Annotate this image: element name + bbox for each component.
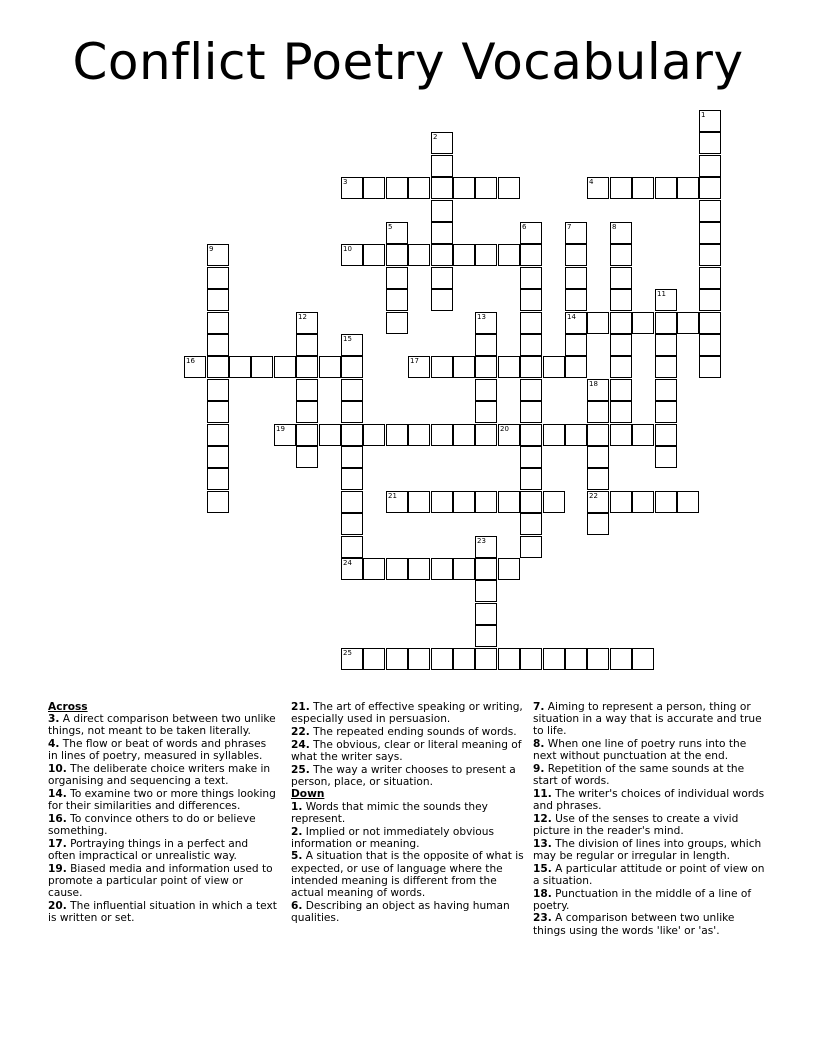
grid-cell[interactable] — [341, 379, 363, 401]
grid-cell[interactable] — [520, 424, 542, 446]
grid-cell[interactable] — [587, 312, 609, 334]
grid-cell[interactable] — [408, 177, 430, 199]
grid-cell[interactable] — [207, 446, 229, 468]
grid-cell[interactable] — [520, 513, 542, 535]
grid-cell[interactable] — [655, 177, 677, 199]
grid-cell[interactable] — [386, 648, 408, 670]
grid-cell[interactable] — [520, 267, 542, 289]
grid-cell[interactable] — [341, 446, 363, 468]
grid-cell[interactable] — [431, 244, 453, 266]
clue-number: 17 — [410, 357, 419, 365]
grid-cell[interactable] — [520, 312, 542, 334]
grid-cell[interactable] — [655, 446, 677, 468]
grid-cell[interactable] — [341, 536, 363, 558]
grid-cell[interactable] — [587, 446, 609, 468]
grid-cell[interactable] — [408, 244, 430, 266]
clue-number: 14 — [567, 313, 576, 321]
down-clue — [533, 813, 769, 837]
grid-cell[interactable] — [386, 244, 408, 266]
grid-cell[interactable] — [699, 244, 721, 266]
clue-text: The deliberate choice writers make in organising and sequencing a text. — [48, 763, 271, 788]
grid-cell[interactable] — [699, 177, 721, 199]
grid-cell[interactable] — [520, 401, 542, 423]
clue-number: 1 — [701, 111, 706, 119]
clue-text: The influential situation in which a text is written or set. — [48, 899, 277, 924]
clue-text: To examine two or more things looking for their similarities and differences. — [48, 787, 276, 813]
across-clue — [291, 739, 525, 763]
grid-cell[interactable] — [207, 468, 229, 490]
clue-text: A comparison between two unlike things using the words 'like' or 'as'. — [533, 912, 735, 937]
clue-text: Portraying things in a perfect and often impractical or unrealistic way. — [48, 837, 249, 862]
grid-cell[interactable] — [453, 424, 475, 446]
grid-cell[interactable] — [386, 222, 408, 244]
grid-cell[interactable] — [408, 558, 430, 580]
grid-cell[interactable] — [632, 177, 654, 199]
grid-cell[interactable] — [207, 244, 229, 266]
down-clue — [291, 801, 525, 825]
grid-cell[interactable] — [610, 267, 632, 289]
clue-text: When one line of poetry runs into the next without punctuation at the end. — [533, 738, 747, 763]
grid-cell[interactable] — [699, 312, 721, 334]
clue-number: 16 — [186, 357, 195, 365]
grid-cell[interactable] — [184, 356, 206, 378]
grid-cell[interactable] — [341, 177, 363, 199]
grid-cell[interactable] — [565, 356, 587, 378]
down-clue — [533, 888, 769, 912]
grid-cell[interactable] — [207, 379, 229, 401]
grid-cell[interactable] — [229, 356, 251, 378]
grid-cell[interactable] — [699, 200, 721, 222]
grid-cell[interactable] — [207, 491, 229, 513]
grid-cell[interactable] — [475, 244, 497, 266]
grid-cell[interactable] — [453, 244, 475, 266]
grid-cell[interactable] — [296, 401, 318, 423]
grid-cell[interactable] — [543, 491, 565, 513]
grid-cell[interactable] — [475, 648, 497, 670]
grid-cell[interactable] — [341, 468, 363, 490]
clue-num: 25. — [291, 763, 310, 776]
grid-cell[interactable] — [587, 468, 609, 490]
grid-cell[interactable] — [341, 334, 363, 356]
grid-cell[interactable] — [475, 401, 497, 423]
down-clue — [533, 912, 769, 936]
grid-cell[interactable] — [408, 356, 430, 378]
clue-number: 18 — [589, 380, 598, 388]
grid-cell[interactable] — [498, 356, 520, 378]
grid-cell[interactable] — [296, 356, 318, 378]
clue-num: 3. — [48, 713, 60, 726]
clue-num: 2. — [291, 825, 303, 838]
clue-num: 4. — [48, 738, 60, 751]
across-clue — [48, 900, 278, 924]
grid-cell[interactable] — [475, 603, 497, 625]
clue-number: 13 — [477, 313, 486, 321]
down-clue — [533, 738, 769, 762]
grid-cell[interactable] — [453, 648, 475, 670]
grid-cell[interactable] — [610, 177, 632, 199]
grid-cell[interactable] — [475, 379, 497, 401]
clue-number: 24 — [343, 559, 352, 567]
grid-cell[interactable] — [498, 491, 520, 513]
clue-number: 23 — [477, 537, 486, 545]
grid-cell[interactable] — [251, 356, 273, 378]
down-clue — [533, 788, 769, 812]
grid-cell[interactable] — [475, 312, 497, 334]
grid-cell[interactable] — [274, 356, 296, 378]
grid-cell[interactable] — [386, 177, 408, 199]
clue-num: 14. — [48, 787, 67, 800]
grid-cell[interactable] — [565, 267, 587, 289]
grid-cell[interactable] — [587, 648, 609, 670]
across-clue — [291, 701, 525, 725]
down-clue — [533, 701, 769, 738]
clue-num: 19. — [48, 862, 67, 875]
grid-cell[interactable] — [565, 289, 587, 311]
grid-cell[interactable] — [610, 424, 632, 446]
grid-cell[interactable] — [610, 244, 632, 266]
grid-cell[interactable] — [677, 312, 699, 334]
grid-cell[interactable] — [453, 356, 475, 378]
grid-cell[interactable] — [475, 491, 497, 513]
clue-num: 15. — [533, 862, 552, 875]
grid-cell[interactable] — [431, 289, 453, 311]
grid-cell[interactable] — [520, 446, 542, 468]
grid-cell[interactable] — [274, 424, 296, 446]
grid-cell[interactable] — [363, 424, 385, 446]
clue-number: 2 — [433, 133, 438, 141]
clue-text: The writer's choices of individual words and phrases. — [533, 787, 765, 813]
grid-cell[interactable] — [655, 289, 677, 311]
grid-cell[interactable] — [699, 155, 721, 177]
grid-cell[interactable] — [632, 491, 654, 513]
grid-cell[interactable] — [453, 177, 475, 199]
grid-cell[interactable] — [655, 401, 677, 423]
grid-cell[interactable] — [341, 401, 363, 423]
clue-num: 22. — [291, 725, 310, 738]
grid-cell[interactable] — [587, 424, 609, 446]
grid-cell[interactable] — [408, 491, 430, 513]
grid-cell[interactable] — [543, 424, 565, 446]
grid-cell[interactable] — [207, 267, 229, 289]
clue-text: A particular attitude or point of view on a situation. — [533, 862, 765, 887]
grid-cell[interactable] — [386, 289, 408, 311]
clue-number: 7 — [567, 223, 572, 231]
clue-number: 6 — [522, 223, 527, 231]
grid-cell[interactable] — [475, 558, 497, 580]
grid-cell[interactable] — [207, 401, 229, 423]
grid-cell[interactable] — [475, 177, 497, 199]
grid-cell[interactable] — [453, 491, 475, 513]
grid-cell[interactable] — [363, 244, 385, 266]
clue-num: 17. — [48, 837, 67, 850]
grid-cell[interactable] — [655, 312, 677, 334]
grid-cell[interactable] — [610, 648, 632, 670]
grid-cell[interactable] — [520, 468, 542, 490]
grid-cell[interactable] — [699, 289, 721, 311]
clue-text: Biased media and information used to promote a particular point of view or cause. — [48, 862, 273, 900]
grid-cell[interactable] — [207, 289, 229, 311]
grid-cell[interactable] — [520, 289, 542, 311]
down-clue — [291, 850, 525, 899]
clue-num: 10. — [48, 763, 67, 776]
grid-cell[interactable] — [610, 222, 632, 244]
grid-cell[interactable] — [655, 356, 677, 378]
grid-cell[interactable] — [498, 648, 520, 670]
grid-cell[interactable] — [610, 379, 632, 401]
grid-cell[interactable] — [565, 648, 587, 670]
grid-cell[interactable] — [565, 334, 587, 356]
grid-cell[interactable] — [341, 356, 363, 378]
grid-cell[interactable] — [341, 491, 363, 513]
clue-num: 18. — [533, 887, 552, 900]
grid-cell[interactable] — [610, 356, 632, 378]
clue-text: Implied or not immediately obvious information or meaning. — [291, 825, 495, 850]
grid-cell[interactable] — [520, 379, 542, 401]
grid-cell[interactable] — [341, 648, 363, 670]
grid-cell[interactable] — [655, 379, 677, 401]
across-clue — [48, 863, 278, 900]
grid-cell[interactable] — [431, 132, 453, 154]
grid-cell[interactable] — [363, 558, 385, 580]
grid-cell[interactable] — [498, 244, 520, 266]
grid-cell[interactable] — [587, 379, 609, 401]
grid-cell[interactable] — [341, 513, 363, 535]
clue-column-2 — [291, 701, 525, 925]
clue-text: The way a writer chooses to present a person, place, or situation. — [291, 763, 516, 788]
grid-cell[interactable] — [408, 648, 430, 670]
clue-num: 23. — [533, 912, 552, 925]
grid-cell[interactable] — [543, 356, 565, 378]
grid-cell[interactable] — [408, 424, 430, 446]
clue-number: 3 — [343, 178, 348, 186]
grid-cell[interactable] — [655, 491, 677, 513]
clue-text: A direct comparison between two unlike things, not meant to be taken literally. — [48, 713, 276, 738]
clue-num: 6. — [291, 899, 303, 912]
clue-text: Repetition of the same sounds at the start of words. — [533, 763, 745, 788]
clue-text: The repeated ending sounds of words. — [309, 725, 517, 738]
grid-cell[interactable] — [655, 424, 677, 446]
down-clue — [291, 826, 525, 850]
grid-cell[interactable] — [610, 289, 632, 311]
grid-cell[interactable] — [565, 424, 587, 446]
clue-column-1 — [48, 701, 278, 925]
clue-number: 22 — [589, 492, 598, 500]
grid-cell[interactable] — [341, 558, 363, 580]
grid-cell[interactable] — [543, 648, 565, 670]
clue-num: 20. — [48, 899, 67, 912]
grid-cell[interactable] — [520, 244, 542, 266]
clue-number: 4 — [589, 178, 594, 186]
clue-num: 9. — [533, 763, 545, 776]
grid-cell[interactable] — [431, 491, 453, 513]
grid-cell[interactable] — [520, 536, 542, 558]
across-clue — [48, 763, 278, 787]
grid-cell[interactable] — [565, 222, 587, 244]
clue-text: Punctuation in the middle of a line of poetry. — [533, 887, 752, 912]
clue-number: 11 — [657, 290, 666, 298]
clue-text: Words that mimic the sounds they represent. — [291, 800, 488, 825]
down-clue — [533, 763, 769, 787]
clue-text: To convince others to do or believe something. — [48, 812, 256, 838]
clue-num: 1. — [291, 800, 303, 813]
grid-cell[interactable] — [587, 177, 609, 199]
grid-cell[interactable] — [341, 424, 363, 446]
grid-cell[interactable] — [565, 244, 587, 266]
grid-cell[interactable] — [498, 558, 520, 580]
grid-cell[interactable] — [363, 648, 385, 670]
grid-cell[interactable] — [475, 580, 497, 602]
page-title: Conflict Poetry Vocabulary — [72, 33, 744, 91]
clue-number: 5 — [388, 223, 393, 231]
grid-cell[interactable] — [207, 312, 229, 334]
grid-cell[interactable] — [587, 401, 609, 423]
grid-cell[interactable] — [699, 267, 721, 289]
grid-cell[interactable] — [632, 312, 654, 334]
grid-cell[interactable] — [386, 558, 408, 580]
grid-cell[interactable] — [520, 334, 542, 356]
down-clue — [291, 900, 525, 924]
grid-cell[interactable] — [610, 334, 632, 356]
clue-num: 24. — [291, 738, 310, 751]
grid-cell[interactable] — [453, 558, 475, 580]
grid-cell[interactable] — [431, 648, 453, 670]
grid-cell[interactable] — [475, 625, 497, 647]
grid-cell[interactable] — [431, 177, 453, 199]
clue-number: 20 — [500, 425, 509, 433]
grid-cell[interactable] — [520, 491, 542, 513]
grid-cell[interactable] — [677, 491, 699, 513]
clue-text: The art of effective speaking or writing, especially used in persuasion. — [291, 701, 523, 726]
grid-cell[interactable] — [699, 132, 721, 154]
grid-cell[interactable] — [431, 356, 453, 378]
clue-number: 15 — [343, 335, 352, 343]
grid-cell[interactable] — [632, 648, 654, 670]
across-clue — [48, 738, 278, 762]
down-clue — [533, 838, 769, 862]
across-clue — [48, 838, 278, 862]
grid-cell[interactable] — [520, 222, 542, 244]
across-heading: Across — [48, 701, 88, 713]
grid-cell[interactable] — [475, 334, 497, 356]
clue-text: The flow or beat of words and phrases in lines of poetry, measured in syllables. — [48, 738, 267, 763]
clue-number: 25 — [343, 649, 352, 657]
clue-text: Aiming to represent a person, thing or situation in a way that is accurate and true to life. — [533, 701, 762, 738]
grid-cell[interactable] — [699, 356, 721, 378]
grid-cell[interactable] — [319, 424, 341, 446]
clue-text: Describing an object as having human qualities. — [291, 899, 510, 924]
grid-cell[interactable] — [207, 356, 229, 378]
grid-cell[interactable] — [655, 334, 677, 356]
clue-text: The division of lines into groups, which may be regular or irregular in length. — [533, 837, 762, 862]
across-clue — [291, 764, 525, 788]
grid-cell[interactable] — [610, 312, 632, 334]
clue-text: The obvious, clear or literal meaning of what the writer says. — [291, 738, 522, 763]
grid-cell[interactable] — [475, 424, 497, 446]
grid-cell[interactable] — [699, 222, 721, 244]
grid-cell[interactable] — [610, 401, 632, 423]
down-heading: Down — [291, 788, 325, 801]
grid-cell[interactable] — [699, 334, 721, 356]
grid-cell[interactable] — [207, 424, 229, 446]
across-clue — [291, 726, 525, 738]
across-clue — [48, 713, 278, 737]
clue-column-3 — [533, 701, 769, 937]
grid-cell[interactable] — [296, 334, 318, 356]
grid-cell[interactable] — [498, 177, 520, 199]
grid-cell[interactable] — [319, 356, 341, 378]
grid-cell[interactable] — [341, 244, 363, 266]
clue-num: 5. — [291, 850, 303, 863]
clue-num: 8. — [533, 738, 545, 751]
grid-cell[interactable] — [296, 446, 318, 468]
clue-number: 19 — [276, 425, 285, 433]
clue-num: 11. — [533, 787, 552, 800]
grid-cell[interactable] — [363, 177, 385, 199]
grid-cell[interactable] — [498, 424, 520, 446]
clue-number: 21 — [388, 492, 397, 500]
grid-cell[interactable] — [677, 177, 699, 199]
across-clue — [48, 788, 278, 812]
grid-cell[interactable] — [431, 558, 453, 580]
grid-cell[interactable] — [296, 379, 318, 401]
grid-cell[interactable] — [296, 424, 318, 446]
down-clue — [533, 863, 769, 887]
grid-cell[interactable] — [296, 312, 318, 334]
grid-cell[interactable] — [699, 110, 721, 132]
grid-cell[interactable] — [565, 312, 587, 334]
clue-num: 13. — [533, 837, 552, 850]
grid-cell[interactable] — [431, 222, 453, 244]
clue-text: A situation that is the opposite of what is expected, or use of language where the intended meaning is different from the actual meaning of words. — [291, 850, 524, 900]
grid-cell[interactable] — [386, 267, 408, 289]
grid-cell[interactable] — [431, 267, 453, 289]
grid-cell[interactable] — [475, 356, 497, 378]
grid-cell[interactable] — [431, 155, 453, 177]
clue-number: 10 — [343, 245, 352, 253]
grid-cell[interactable] — [431, 200, 453, 222]
grid-cell[interactable] — [520, 356, 542, 378]
grid-cell[interactable] — [207, 334, 229, 356]
clue-text: Use of the senses to create a vivid picture in the reader's mind. — [533, 812, 739, 838]
grid-cell[interactable] — [431, 424, 453, 446]
grid-cell[interactable] — [632, 424, 654, 446]
clue-num: 12. — [533, 812, 552, 825]
across-clue — [48, 813, 278, 837]
grid-cell[interactable] — [386, 491, 408, 513]
clue-num: 7. — [533, 701, 545, 713]
clue-number: 12 — [298, 313, 307, 321]
grid-cell[interactable] — [386, 424, 408, 446]
clue-number: 9 — [209, 245, 214, 253]
clue-num: 21. — [291, 701, 310, 713]
grid-cell[interactable] — [386, 312, 408, 334]
grid-cell[interactable] — [587, 513, 609, 535]
grid-cell[interactable] — [520, 648, 542, 670]
grid-cell[interactable] — [587, 491, 609, 513]
clue-num: 16. — [48, 812, 67, 825]
grid-cell[interactable] — [475, 536, 497, 558]
clue-number: 8 — [612, 223, 617, 231]
grid-cell[interactable] — [610, 491, 632, 513]
